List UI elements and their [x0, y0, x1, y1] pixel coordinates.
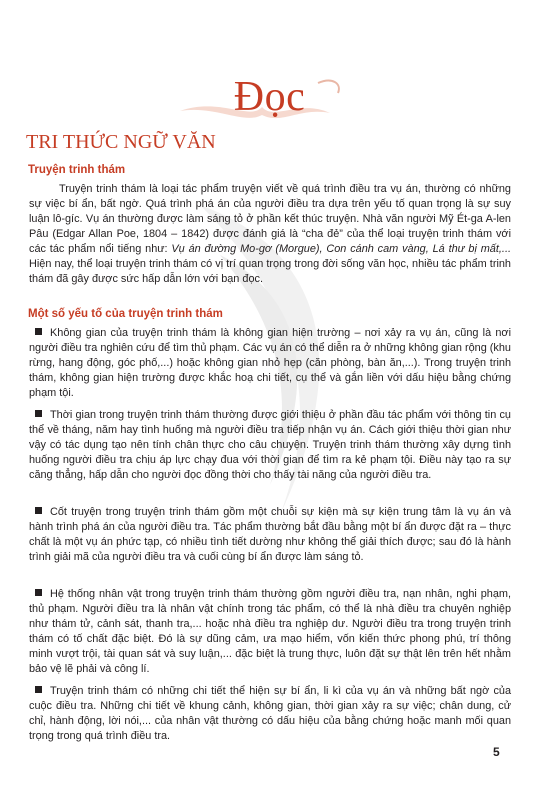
list-item [29, 505, 511, 565]
list-item-text: Không gian của truyện trinh thám là không gian hiện trường – nơi xảy ra vụ án, cũng là nơi người điều tra nghiên cứu để tìm thủ phạm. Các vụ án có thể diễn ra ở những không gian rộng (khu rừng, hang động, góc phố,...) hoặc không gian nhỏ hẹp (căn phòng, bàn ăn,...). Trong truyện trinh thám, không gian hiện trường được khắc hoạ chi tiết, cụ thể và gắn liền với dấu hiệu bằng chứng phạm tội. [29, 327, 511, 399]
bullet-icon [35, 589, 42, 596]
page-title: Đọc [233, 74, 306, 120]
list-item [29, 587, 511, 677]
list-item-text: Thời gian trong truyện trinh thám thường được giới thiệu ở phần đầu tác phẩm với thông tin cụ thể về tháng, năm hay tình huống mà người điều tra tiếp nhận vụ án. Cách giới thiệu thời gian như vậy có tác dụng tạo nên tính chân thực cho câu chuyện. Truyện trinh thám thường xây dựng tình huống người điều tra chịu áp lực chạy đua với thời gian để tìm ra kẻ phạm tội. Điều này tạo ra sự căng thẳng, hấp dẫn cho người đọc đồng thời cho thấy tài năng của người điều tra. [29, 409, 511, 481]
intro-text-end: Hiện nay, thể loại truyện trinh thám có vị trí quan trọng trong đời sống văn học, nhiều tác phẩm trinh thám đã gây được sức hấp dẫn lớn với bạn đọc. [29, 258, 511, 285]
list-item [29, 326, 511, 401]
list-item-text: Hệ thống nhân vật trong truyện trinh thám thường gồm người điều tra, nạn nhân, nghi phạm, thủ phạm. Người điều tra là nhân vật chính trong tác phẩm, có thể là nhà điều tra chuyên nghiệp như thám tử, cảnh sát, thanh tra,... hoặc nhà điều tra nghiệp dư. Người điều tra trong truyện trinh thám có tố chất đặc biệt. Đó là sự dũng cảm, ưa mạo hiểm, vốn kiến thức phong phú, trí thông minh vượt trội, tài quan sát và suy luận,... đặc biệt là trung thực, luôn đặt sự thật lên trên hết nhằm bảo vệ lẽ phải và công lí. [29, 588, 511, 675]
subsection-heading-detective-story: Truyện trinh thám [28, 164, 126, 176]
list-item-text: Truyện trinh thám có những chi tiết thể hiện sự bí ẩn, li kì của vụ án và những bất ngờ của cuộc điều tra. Những chi tiết về khung cảnh, không gian, thời gian xảy ra sự việc; chân dung, cử chỉ, hành động, lời nói,... của nhân vật thường có dấu hiệu của bằng chứng hoặc manh mối quan trọng trong quá trình điều tra. [29, 685, 511, 742]
page-number: 5 [493, 745, 500, 759]
section-heading: TRI THỨC NGỮ VĂN [26, 131, 216, 153]
bullet-icon [35, 328, 42, 335]
famous-works: Vụ án đường Mo-gơ (Morgue), Con cánh cam vàng, Lá thư bị mất,... [171, 243, 511, 255]
bullet-icon [35, 686, 42, 693]
intro-paragraph [29, 182, 511, 287]
intro-text: Truyện trinh thám là loại tác phẩm truyện viết về quá trình điều tra vụ án, thường có những sự việc bí ẩn, bất ngờ. Quá trình phá án của người điều tra dựa trên yếu tố quan trọng là sự suy luận lô-gíc. Vụ án thường được làm sáng tỏ ở phần kết thúc truyện. Nhà văn người Mỹ Ét-ga A-len Pâu (Edgar Allan Poe, 1804 – 1842) được đánh giá là “cha đẻ” của thể loại truyện trinh thám với các tác phẩm nổi tiếng như: [29, 183, 511, 255]
subsection-heading-elements: Một số yếu tố của truyện trinh thám [28, 308, 223, 320]
title-banner [0, 63, 539, 131]
list-item [29, 408, 511, 483]
bullet-icon [35, 410, 42, 417]
list-item-text: Cốt truyện trong truyện trinh thám gồm một chuỗi sự kiện mà sự kiện trung tâm là vụ án và hành trình phá án của người điều tra. Tác phẩm thường bắt đầu bằng một bí ẩn được đặt ra – thực chất là một vụ án phức tạp, có nhiều tình tiết dường như không thể giải thích được; sau đó là hành trình giải mã của người điều tra và cuối cùng bí ẩn được làm sáng tỏ. [29, 506, 511, 563]
bullet-icon [35, 507, 42, 514]
list-item [29, 684, 511, 744]
